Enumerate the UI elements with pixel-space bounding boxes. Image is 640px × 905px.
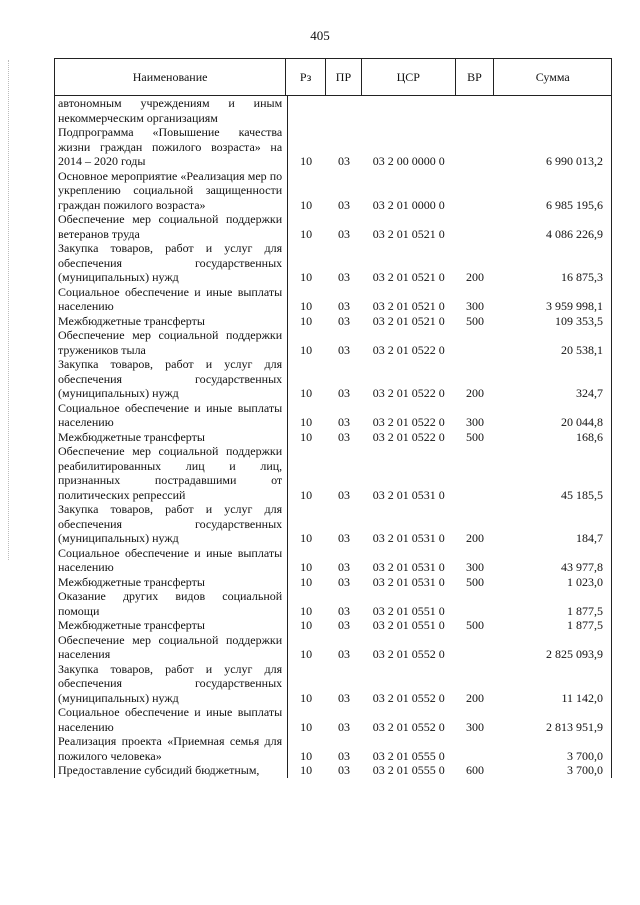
cell-vr: 300 bbox=[465, 299, 484, 313]
table-row bbox=[55, 502, 611, 546]
cell-name: Обеспечение мер социальной поддержки реабилитированных лиц и лиц, признанных пострадавшими от политических репрессий bbox=[58, 444, 283, 502]
cell-name: Обеспечение мер социальной поддержки ветеранов труда bbox=[58, 212, 283, 241]
cell-sum: 11 142,0 bbox=[561, 690, 604, 705]
cell-pr: 03 bbox=[337, 299, 350, 313]
cell-name: Реализация проекта «Приемная семья для пожилого человека» bbox=[58, 734, 283, 763]
cell-name: Закупка товаров, работ и услуг для обеспечения государственных (муниципальных) нужд bbox=[58, 241, 283, 284]
header-rz: Рз bbox=[286, 59, 326, 95]
cell-rz: 10 bbox=[300, 313, 313, 328]
cell-pr: 03 bbox=[337, 487, 350, 502]
cell-sum: 3 959 998,1 bbox=[546, 299, 604, 313]
cell-sum: 3 700,0 bbox=[567, 763, 604, 777]
table-row bbox=[55, 125, 611, 169]
cell-csr: 03 2 01 0531 0 bbox=[372, 574, 445, 589]
cell-rz: 10 bbox=[300, 197, 313, 212]
header-name: Наименование bbox=[55, 59, 286, 95]
budget-table bbox=[54, 58, 612, 778]
cell-rz: 10 bbox=[300, 154, 313, 168]
cell-sum: 20 044,8 bbox=[561, 415, 604, 429]
cell-pr: 03 bbox=[337, 603, 350, 618]
cell-vr: 200 bbox=[465, 690, 484, 705]
cell-sum: 1 877,5 bbox=[567, 618, 604, 632]
cell-name: автономным учреждениям и иным некоммерческим организациям bbox=[58, 96, 283, 125]
table-row bbox=[55, 169, 611, 213]
cell-vr: 500 bbox=[465, 313, 484, 328]
cell-pr: 03 bbox=[337, 647, 350, 661]
cell-csr: 03 2 01 0522 0 bbox=[372, 415, 445, 429]
cell-csr: 03 2 01 0521 0 bbox=[372, 313, 445, 328]
cell-pr: 03 bbox=[337, 763, 350, 777]
cell-sum: 20 538,1 bbox=[561, 342, 604, 357]
cell-csr: 03 2 01 0521 0 bbox=[372, 299, 445, 313]
cell-csr: 03 2 01 0531 0 bbox=[372, 560, 445, 574]
cell-csr: 03 2 01 0552 0 bbox=[372, 690, 445, 705]
table-row bbox=[55, 546, 611, 575]
cell-csr: 03 2 01 0522 0 bbox=[372, 342, 445, 357]
cell-name: Основное мероприятие «Реализация мер по укреплению социальной защищенности граждан пожилого возраста» bbox=[58, 168, 283, 212]
cell-pr: 03 bbox=[337, 270, 350, 284]
cell-pr: 03 bbox=[337, 618, 350, 632]
cell-rz: 10 bbox=[300, 763, 313, 777]
table-row bbox=[55, 285, 611, 314]
table-body bbox=[54, 96, 612, 778]
cell-rz: 10 bbox=[300, 647, 313, 661]
table-row bbox=[55, 401, 611, 430]
cell-pr: 03 bbox=[337, 415, 350, 429]
cell-csr: 03 2 01 0552 0 bbox=[372, 719, 445, 734]
cell-rz: 10 bbox=[300, 531, 313, 545]
cell-rz: 10 bbox=[300, 574, 313, 589]
cell-name: Межбюджетные трансферты bbox=[58, 313, 205, 328]
cell-name: Обеспечение мер социальной поддержки населения bbox=[58, 632, 283, 661]
table-row bbox=[55, 618, 611, 633]
cell-vr: 200 bbox=[465, 386, 484, 400]
cell-name: Закупка товаров, работ и услуг для обеспечения государственных (муниципальных) нужд bbox=[58, 661, 283, 705]
cell-csr: 03 2 01 0000 0 bbox=[372, 197, 445, 212]
header-sum: Сумма bbox=[535, 69, 570, 84]
table-row bbox=[55, 589, 611, 618]
cell-name: Оказание других видов социальной помощи bbox=[58, 589, 283, 618]
cell-pr: 03 bbox=[337, 748, 350, 763]
table-row bbox=[55, 734, 611, 763]
cell-name: Межбюджетные трансферты bbox=[58, 574, 205, 589]
cell-sum: 109 353,5 bbox=[555, 313, 604, 328]
cell-csr: 03 2 01 0555 0 bbox=[372, 763, 445, 777]
cell-rz: 10 bbox=[300, 270, 313, 284]
cell-name: Социальное обеспечение и иные выплаты населению bbox=[58, 284, 283, 313]
cell-csr: 03 2 01 0531 0 bbox=[372, 487, 445, 502]
cell-rz: 10 bbox=[300, 690, 313, 705]
header-vr: ВР bbox=[456, 59, 495, 95]
cell-name: Социальное обеспечение и иные выплаты населению bbox=[58, 705, 283, 734]
cell-name: Закупка товаров, работ и услуг для обеспечения государственных (муниципальных) нужд bbox=[58, 357, 283, 400]
cell-rz: 10 bbox=[300, 748, 313, 763]
cell-name: Межбюджетные трансферты bbox=[58, 429, 205, 444]
cell-sum: 1 023,0 bbox=[567, 574, 604, 589]
cell-sum: 3 700,0 bbox=[567, 748, 604, 763]
table-row bbox=[55, 328, 611, 357]
cell-pr: 03 bbox=[337, 690, 350, 705]
cell-pr: 03 bbox=[337, 197, 350, 212]
cell-name: Предоставление субсидий бюджетным, bbox=[58, 763, 260, 777]
scan-margin-marks bbox=[8, 60, 10, 560]
cell-csr: 03 2 01 0551 0 bbox=[372, 618, 445, 632]
cell-sum: 43 977,8 bbox=[561, 560, 604, 574]
cell-pr: 03 bbox=[337, 386, 350, 400]
table-header bbox=[54, 58, 612, 96]
table-row bbox=[55, 212, 611, 241]
table-row bbox=[55, 241, 611, 285]
table-row bbox=[55, 430, 611, 445]
cell-vr: 300 bbox=[465, 560, 484, 574]
cell-sum: 6 990 013,2 bbox=[546, 154, 604, 168]
table-row bbox=[55, 705, 611, 734]
cell-sum: 45 185,5 bbox=[561, 487, 604, 502]
cell-name: Социальное обеспечение и иные выплаты населению bbox=[58, 545, 283, 574]
cell-name: Закупка товаров, работ и услуг для обеспечения государственных (муниципальных) нужд bbox=[58, 502, 283, 545]
cell-pr: 03 bbox=[337, 154, 350, 168]
cell-rz: 10 bbox=[300, 342, 313, 357]
table-row bbox=[55, 357, 611, 401]
cell-sum: 324,7 bbox=[576, 386, 604, 400]
cell-rz: 10 bbox=[300, 603, 313, 618]
cell-csr: 03 2 01 0521 0 bbox=[372, 270, 445, 284]
cell-csr: 03 2 00 0000 0 bbox=[372, 154, 445, 168]
header-pr: ПР bbox=[326, 59, 362, 95]
cell-rz: 10 bbox=[300, 618, 313, 632]
page-number: 405 bbox=[310, 28, 330, 43]
table-row bbox=[55, 96, 611, 125]
cell-pr: 03 bbox=[337, 531, 350, 545]
cell-rz: 10 bbox=[300, 487, 313, 502]
cell-vr: 500 bbox=[465, 574, 484, 589]
cell-vr: 200 bbox=[465, 270, 484, 284]
cell-rz: 10 bbox=[300, 415, 313, 429]
cell-rz: 10 bbox=[300, 719, 313, 734]
cell-vr: 300 bbox=[465, 719, 484, 734]
table-row bbox=[55, 575, 611, 590]
cell-sum: 1 877,5 bbox=[567, 603, 604, 618]
cell-sum: 16 875,3 bbox=[561, 270, 604, 284]
table-row bbox=[55, 314, 611, 329]
cell-csr: 03 2 01 0555 0 bbox=[372, 748, 445, 763]
cell-vr: 300 bbox=[465, 415, 484, 429]
cell-pr: 03 bbox=[337, 429, 350, 444]
table-row bbox=[55, 763, 611, 778]
cell-csr: 03 2 01 0531 0 bbox=[372, 531, 445, 545]
cell-rz: 10 bbox=[300, 226, 313, 241]
cell-sum: 6 985 195,6 bbox=[546, 197, 604, 212]
table-row bbox=[55, 444, 611, 502]
cell-sum: 168,6 bbox=[576, 429, 604, 444]
cell-pr: 03 bbox=[337, 719, 350, 734]
cell-sum: 184,7 bbox=[576, 531, 604, 545]
cell-name: Межбюджетные трансферты bbox=[58, 618, 205, 632]
cell-pr: 03 bbox=[337, 560, 350, 574]
cell-csr: 03 2 01 0552 0 bbox=[372, 647, 445, 661]
cell-vr: 500 bbox=[465, 429, 484, 444]
table-row bbox=[55, 662, 611, 706]
cell-csr: 03 2 01 0522 0 bbox=[372, 386, 445, 400]
cell-rz: 10 bbox=[300, 560, 313, 574]
cell-csr: 03 2 01 0551 0 bbox=[372, 603, 445, 618]
cell-csr: 03 2 01 0521 0 bbox=[372, 226, 445, 241]
cell-sum: 2 813 951,9 bbox=[546, 719, 604, 734]
cell-name: Обеспечение мер социальной поддержки тружеников тыла bbox=[58, 328, 283, 357]
cell-sum: 4 086 226,9 bbox=[546, 226, 604, 241]
cell-pr: 03 bbox=[337, 342, 350, 357]
cell-vr: 600 bbox=[465, 763, 484, 777]
cell-csr: 03 2 01 0522 0 bbox=[372, 429, 445, 444]
cell-rz: 10 bbox=[300, 386, 313, 400]
cell-name: Подпрограмма «Повышение качества жизни граждан пожилого возраста» на 2014 – 2020 годы bbox=[58, 125, 283, 168]
cell-rz: 10 bbox=[300, 299, 313, 313]
cell-rz: 10 bbox=[300, 429, 313, 444]
cell-pr: 03 bbox=[337, 226, 350, 241]
table-row bbox=[55, 633, 611, 662]
cell-vr: 200 bbox=[465, 531, 484, 545]
cell-sum: 2 825 093,9 bbox=[546, 647, 604, 661]
cell-name: Социальное обеспечение и иные выплаты населению bbox=[58, 400, 283, 429]
cell-vr: 500 bbox=[465, 618, 484, 632]
cell-pr: 03 bbox=[337, 574, 350, 589]
header-csr: ЦСР bbox=[362, 59, 456, 95]
cell-pr: 03 bbox=[337, 313, 350, 328]
